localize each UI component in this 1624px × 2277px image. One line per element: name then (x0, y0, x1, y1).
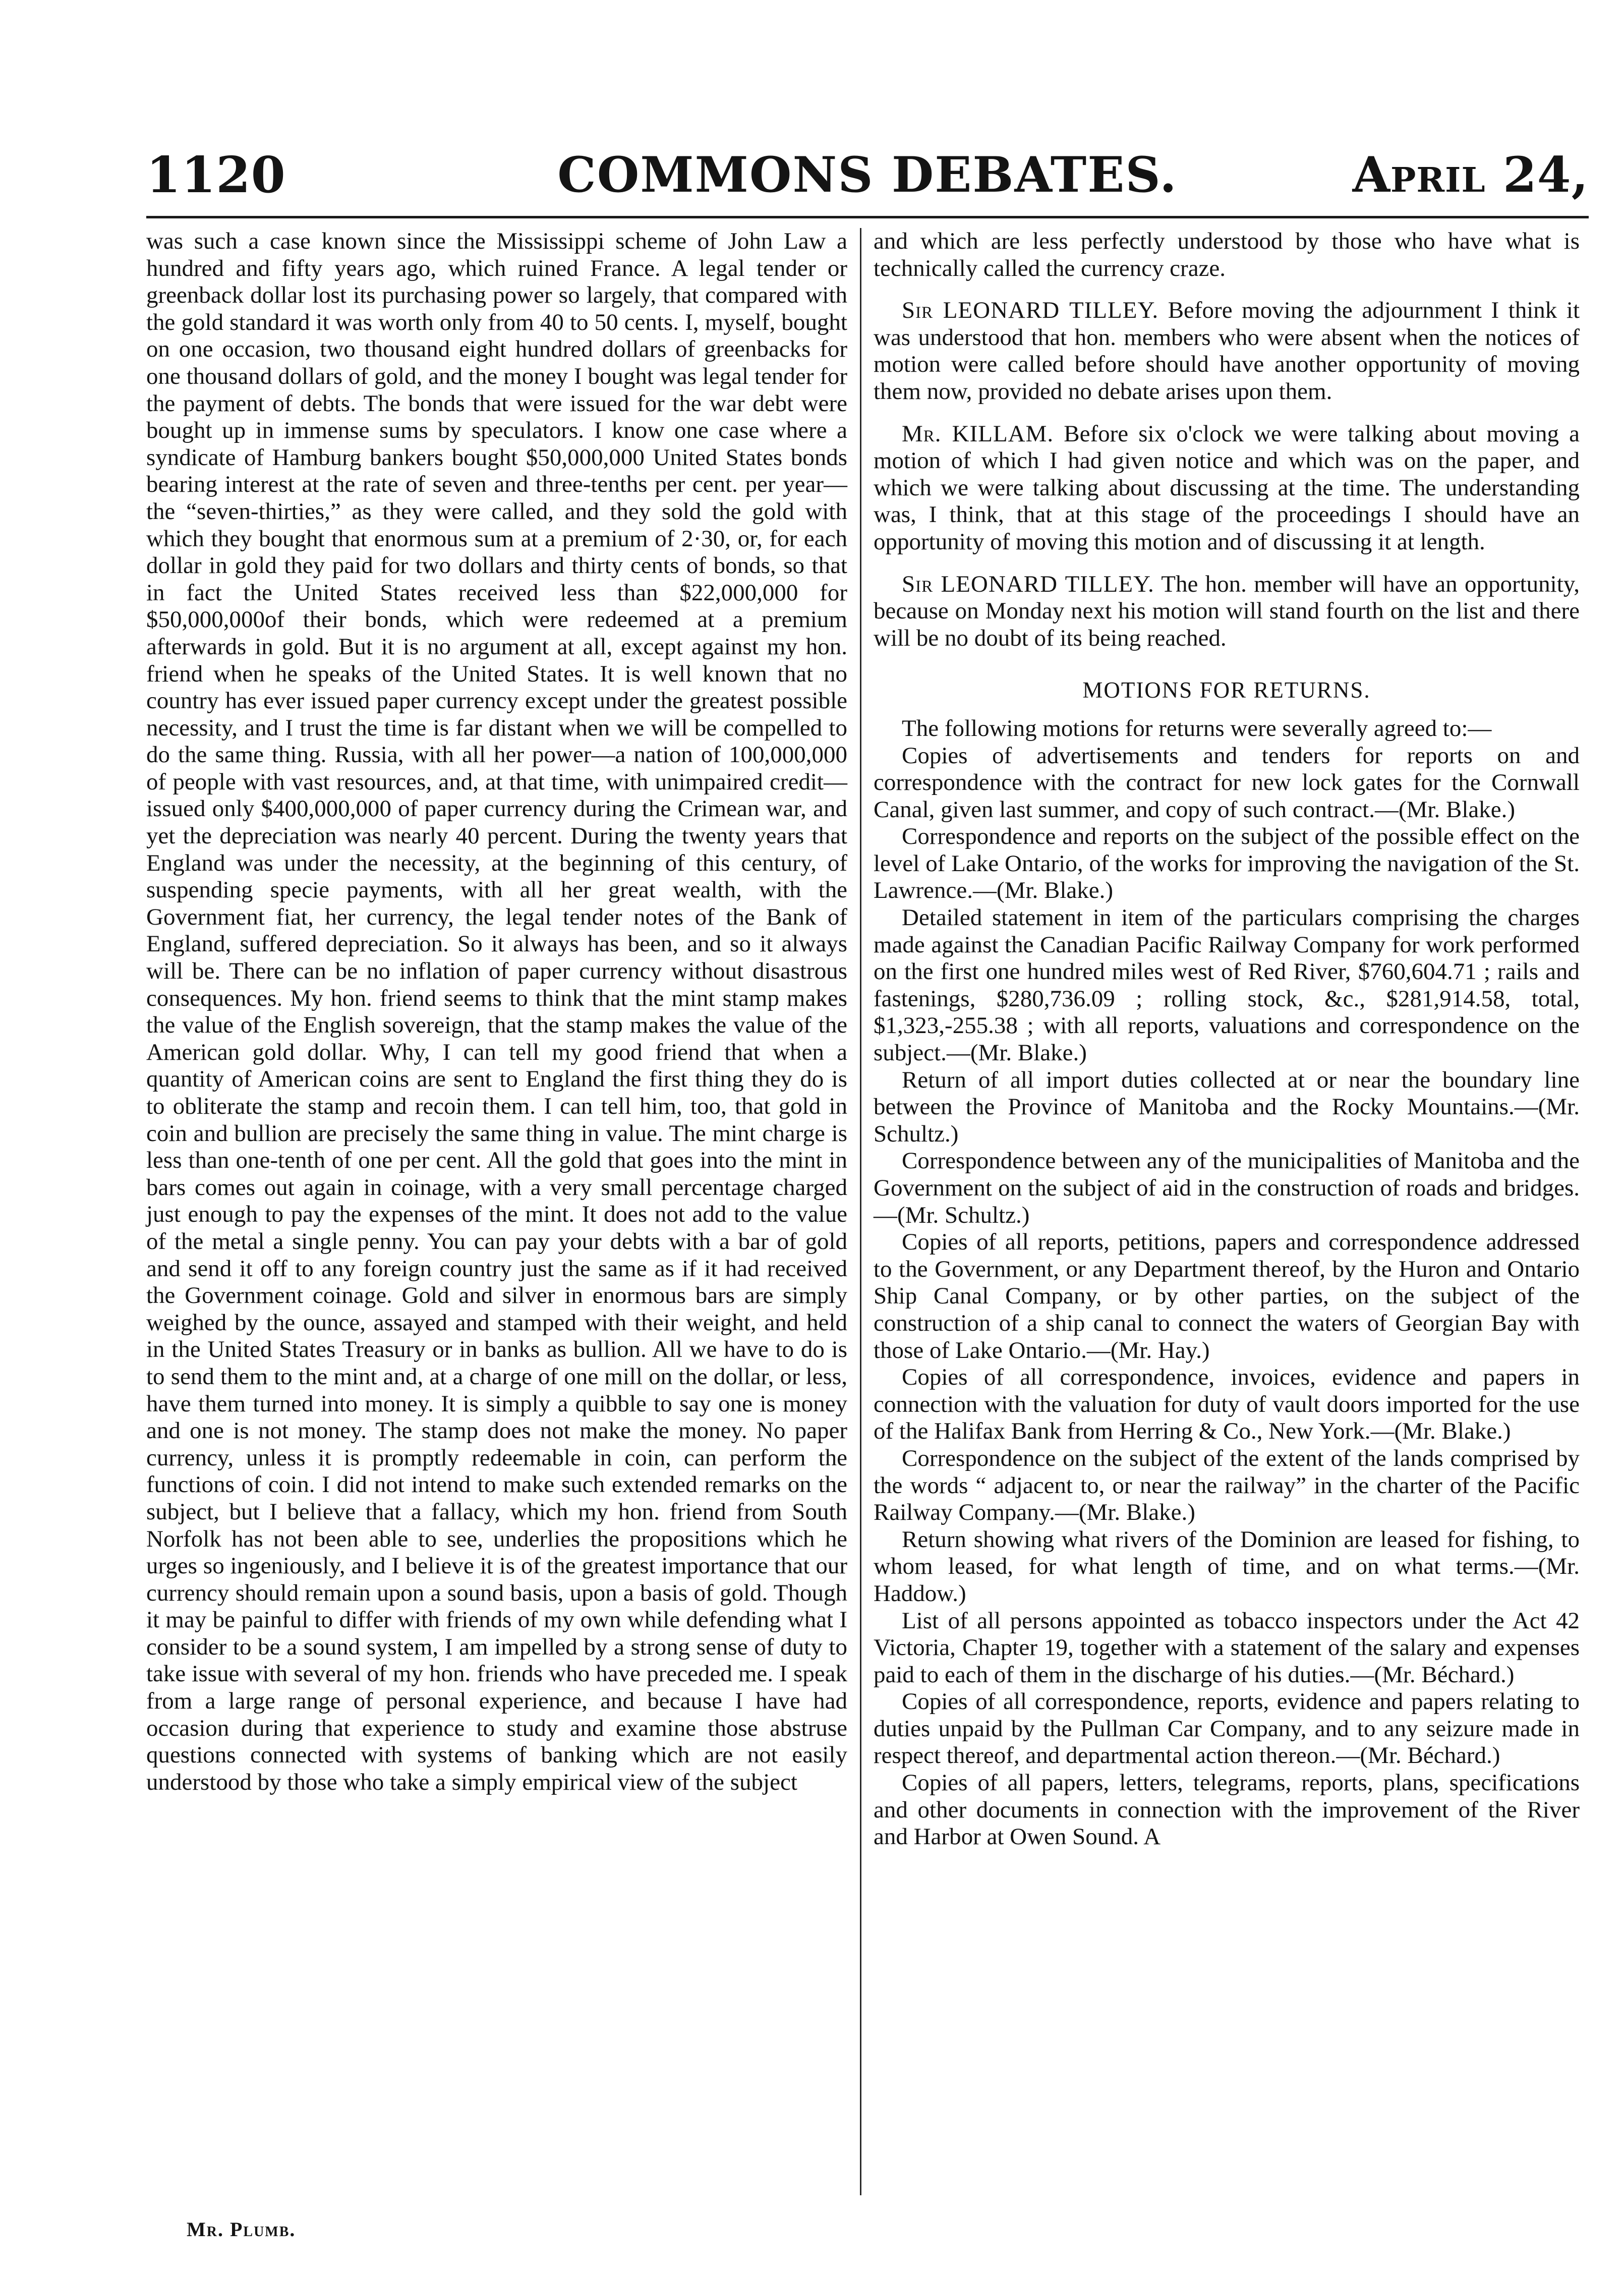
header-date: April 24, (1352, 146, 1589, 203)
motions-intro: The following motions for returns were severally agreed to:— (902, 715, 1492, 742)
motion-item: List of all persons appointed as tobacco inspectors under the Act 42 Victoria, Chapter 19, together with a statement of the salary and expenses paid to each of them in the discharge of his duties.—(Mr. Béchard.) (874, 1607, 1580, 1688)
footer-speaker: Mr. Plumb. (187, 2218, 296, 2241)
motion-item: Copies of all correspondence, invoices, evidence and papers in connection with the valuation for duty of vault doors imported for the use of the Halifax Bank from Herring & Co., New York.—(Mr. Blake.) (874, 1364, 1580, 1445)
motion-item: Correspondence between any of the municipalities of Manitoba and the Government on the subject of aid in the construction of roads and bridges.—(Mr. Schultz.) (874, 1148, 1580, 1228)
motion-item: Correspondence and reports on the subject of the possible effect on the level of Lake Ontario, of the works for improving the navigation of the St. Lawrence.—(Mr. Blake.) (874, 823, 1580, 904)
motion-item: Copies of all papers, letters, telegrams, reports, plans, specifications and other documents in connection with the improvement of the River and Harbor at Owen Sound. A (874, 1770, 1580, 1850)
motion-item: Copies of all correspondence, reports, evidence and papers relating to duties unpaid by the Pullman Car Company, and to any seizure made in respect thereof, and departmental action thereon.—(Mr. Béchard.) (874, 1688, 1580, 1769)
motion-item: Return showing what rivers of the Dominion are leased for fishing, to whom leased, for what length of time, and on what terms.—(Mr. Haddow.) (874, 1526, 1580, 1607)
header-rule (146, 216, 1589, 218)
speech-killam (874, 421, 1580, 556)
page-number: 1120 (146, 146, 286, 204)
speaker-name: Mr. KILLAM. (902, 420, 1054, 447)
speech-tilley-1 (874, 297, 1580, 405)
motion-item: Copies of advertisements and tenders for reports on and correspondence with the contract for new lock gates for the Cornwall Canal, given last summer, and copy of such contract.—(Mr. Blake.) (874, 742, 1580, 823)
speaker-name: Sir LEONARD TILLEY. (902, 571, 1154, 597)
column-divider (860, 228, 861, 2195)
page-header (146, 135, 1589, 211)
speech-continuation: and which are less perfectly understood by those who have what is technically called the currency craze. (874, 228, 1580, 281)
motion-item: Correspondence on the subject of the extent of the lands comprised by the words “ adjacent to, or near the railway” in the charter of the Pacific Railway Company.—(Mr. Blake.) (874, 1445, 1580, 1526)
journal-title: COMMONS DEBATES. (557, 146, 1178, 203)
motion-item: Copies of all reports, petitions, papers and correspondence addressed to the Government, or any Department thereof, by the Huron and Ontario Ship Canal Company, or by other parties, on the subject of the construction of a ship canal to connect the waters of Georgian Bay with those of Lake Ontario.—(Mr. Hay.) (874, 1229, 1580, 1363)
right-column (874, 228, 1580, 1851)
left-column (146, 228, 847, 1796)
speaker-name: Sir LEONARD TILLEY. (902, 297, 1159, 324)
motion-item: Detailed statement in item of the particulars comprising the charges made against the Canadian Pacific Railway Company for work performed on the first one hundred miles west of Red River, $760,604.71 ; rails and fastenings, $280,736.09 ; rolling stock, &c., $281,914.58, total, $1,323,-255.38 ; with all reports, valuations and correspondence on the subject.—(Mr. Blake.) (874, 904, 1580, 1066)
speech-text: The hon. member will have an opportunity, because on Monday next his motion will stand fourth on the list and there will be no doubt of its being reached. (874, 571, 1580, 651)
speech-tilley-2 (874, 571, 1580, 652)
motion-item: Return of all import duties collected at or near the boundary line between the Province of Manitoba and the Rocky Mountains.—(Mr. Schultz.) (874, 1066, 1580, 1147)
speech-text: Before six o'clock we were talking about moving a motion of which I had given notice and which was on the paper, and which we were talking about discussing at the time. The understanding was, I think, that at this stage of the proceedings I should have an opportunity of moving this motion and of discussing it at length. (874, 420, 1580, 555)
speech-text: Before moving the adjournment I think it was understood that hon. members who were absent when the notices of motion were called before should have another opportunity of moving them now, provided no debate arises upon them. (874, 297, 1580, 405)
section-heading: MOTIONS FOR RETURNS. (1082, 677, 1371, 703)
speech-paragraph: was such a case known since the Mississippi scheme of John Law a hundred and fifty years ago, which ruined France. A legal tender or greenback dollar lost its purchasing power so largely, that compared with the gold standard it was worth only from 40 to 50 cents. I, myself, bought on one occasion, two thousand eight hundred dollars of greenbacks for one thousand dollars of gold, and the money I bought was legal tender for the payment of debts. The bonds that were issued for the war debt were bought up in immense sums by speculators. I know one case where a syndicate of Hamburg bankers bought $50,000,000 United States bonds bearing interest at the rate of seven and three-tenths per cent. per year—the “seven-thirties,” as they were called, and they sold the gold with which they bought that enormous sum at a premium of 2·30, or, for each dollar in gold they paid for two dollars and thirty cents of bonds, so that in fact the United States received less than $22,000,000 for $50,000,000of their bonds, which were redeemed at a premium afterwards in gold. But it is no argument at all, except against my hon. friend when he speaks of the United States. It is well known that no country has ever issued paper currency except under the greatest possible necessity, and I trust the time is far distant when we will be compelled to do the same thing. Russia, with all her power—a nation of 100,000,000 of people with vast resources, and, at that time, with unimpaired credit—issued only $400,000,000 of paper currency during the Crimean war, and yet the depreciation was nearly 40 percent. During the twenty years that England was under the necessity, at the beginning of this century, of suspending specie payments, with all her great wealth, with the Government fiat, her currency, the legal tender notes of the Bank of England, suffered depreciation. So it always has been, and so it always will be. There can be no inflation of paper currency without disastrous consequences. My hon. friend seems to think that the mint stamp makes the value of the English sovereign, that the stamp makes the value of the American gold dollar. Why, I can tell my good friend that when a quantity of American coins are sent to England the first thing they do is to obliterate the stamp and recoin them. I can tell him, too, that gold in coin and bullion are precisely the same thing in value. The mint charge is less than one-tenth of one per cent. All the gold that goes into the mint in bars comes out again in coinage, with a very small percentage charged just enough to pay the expenses of the mint. It does not add to the value of the metal a single penny. You can pay your debts with a bar of gold and send it off to any foreign country just the same as if it had received the Government coinage. Gold and silver in enormous bars are simply weighed by the ounce, assayed and stamped with their weight, and held in the United States Treasury or in banks as bullion. All we have to do is to send them to the mint and, at a charge of one mill on the dollar, or less, have them turned into money. It is simply a quibble to say one is money and one is not money. The stamp does not make the money. No paper currency, unless it is promptly redeemable in coin, can perform the functions of coin. I did not intend to make such extended remarks on the subject, but I believe that a fallacy, which my hon. friend from South Norfolk has not been able to see, underlies the propositions which he urges so ingeniously, and I believe it is of the greatest importance that our currency should remain upon a sound basis, upon a basis of gold. Though it may be painful to differ with friends of my own while defending what I consider to be a sound system, I am impelled by a strong sense of duty to take issue with several of my hon. friends who have preceded me. I speak from a large range of personal experience, and because I have had occasion during that experience to study and examine those abstruse questions connected with systems of banking which are not easily understood by those who take a simply empirical view of the subject (146, 228, 847, 1795)
